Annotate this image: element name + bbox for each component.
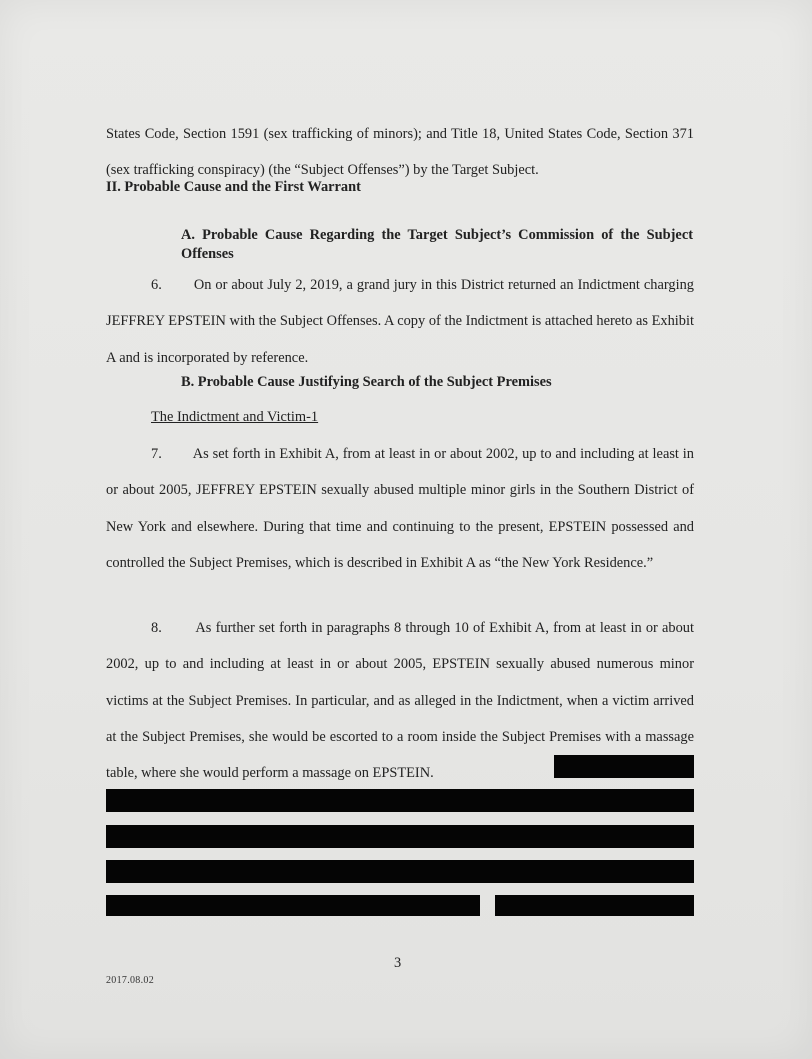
section-heading-ii: II. Probable Cause and the First Warrant	[106, 179, 361, 195]
paragraph-6: 6. On or about July 2, 2019, a grand jury in this District returned an Indictment charging JEFFREY EPSTEIN with the Subject Offenses. A copy of the Indictment is attached hereto as Exhibit A and is incorporated by reference.	[106, 277, 694, 366]
page-number: 3	[394, 955, 402, 971]
redaction-bar	[106, 789, 694, 812]
paragraph-8: 8. As further set forth in paragraphs 8 through 10 of Exhibit A, from at least in or about 2002, up to and including at least in or about 2005, EPSTEIN sexually abused numerous minor victims at the Subject Premises. In particular, and as alleged in the Indictment, when a victim arrived at the Subject Premises, she would be escorted to a room inside the Subject Premises with a massage table, where she would perform a massage on EPSTEIN.	[106, 620, 694, 782]
paragraph-continuation: States Code, Section 1591 (sex trafficking of minors); and Title 18, United States Code, Section 371 (sex trafficking conspiracy) (the “Subject Offenses”) by the Target Subject.	[106, 126, 694, 179]
redaction-bar	[554, 755, 694, 778]
underlined-subheading: The Indictment and Victim-1	[151, 409, 319, 425]
footer-date-stamp: 2017.08.02	[106, 975, 154, 986]
subsection-heading-b: B. Probable Cause Justifying Search of the Subject Premises	[181, 374, 552, 390]
redaction-bar	[106, 860, 694, 883]
redaction-bar	[106, 825, 694, 848]
paragraph-7: 7. As set forth in Exhibit A, from at least in or about 2002, up to and including at least in or about 2005, JEFFREY EPSTEIN sexually abused multiple minor girls in the Southern District of New York and elsewhere. During that time and continuing to the present, EPSTEIN possessed and controlled the Subject Premises, which is described in Exhibit A as “the New York Residence.”	[106, 446, 694, 571]
redaction-bar	[495, 895, 694, 916]
redaction-bar	[106, 895, 480, 916]
subsection-heading-a: A. Probable Cause Regarding the Target Subject’s Commission of the Subject Offenses	[181, 227, 693, 262]
